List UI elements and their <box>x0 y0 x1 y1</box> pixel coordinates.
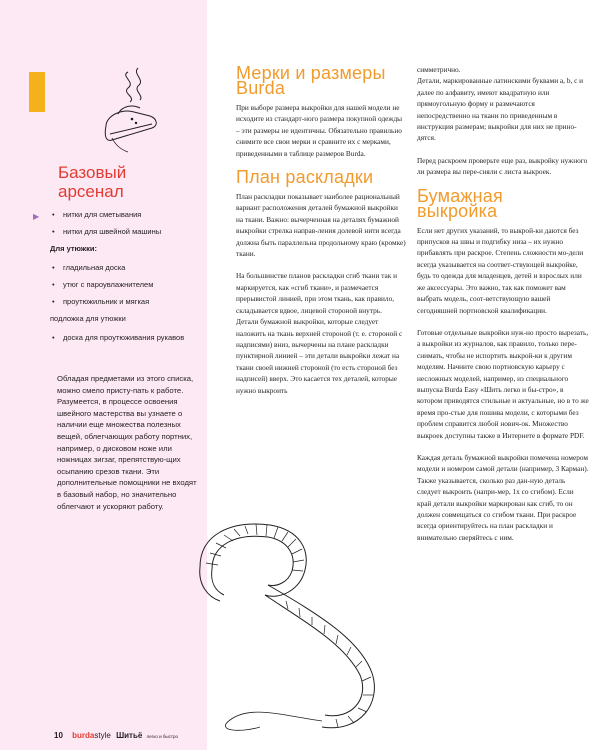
brand-style: style <box>94 731 111 740</box>
supplies-list <box>50 209 200 349</box>
paragraph: Перед раскроем проверьте еще раз, выкройку нужного ли размера вы пере-сняли с листа выкроек. <box>417 155 588 177</box>
paragraph: Каждая деталь бумажной выкройки помечена номером модели и номером самой детали (например, 3 Карман). Также указывается, сколько раз дан-ную деталь следует выкроить (напри-мер, 1x со сгибом). Если край детали выкройки маркирован как сгиб, то он должен совмещаться со сгибом ткани. При раскрое всегда ориентируйтесь на план раскладки и внимательно сверяйтесь с ним. <box>417 452 589 542</box>
list-item: • нитки для сметывания <box>52 210 142 219</box>
intro-paragraph: Обладая предметами из этого списка, можно смело присту-пать к работе. Разумеется, в процессе освоения швейного мастерства вы узнаете о наличии еще множества полезных вещей, облегчающих работу портних, например, о дисковом ноже или ножницах зигзаг, препятствую-щих осыпанию срезов ткани. Эти дополнительные помощники не входят в базовый набор, но значительно облегчают и ускоряют работу. <box>57 374 197 511</box>
heading-measurements: Мерки и размеры Burda <box>236 63 386 98</box>
paragraph: План раскладки показывает наиболее рациональный вариант расположения деталей бумажной выкройки на ткани. Важно: вычерченная на деталях бумажной выкройки стрелка направ-ления долевой нити всегда должна быть параллельна продольному краю (кромке) ткани. <box>236 192 406 259</box>
bullet-icon: • <box>52 210 55 219</box>
list-item: • нитки для швейной машины <box>52 227 162 236</box>
list-item: • проутюжильник и мягкая <box>52 297 150 306</box>
section-heading-basic-kit: Базовый арсенал <box>58 163 127 201</box>
list-item: • утюг с пароувлажнителем <box>52 280 154 289</box>
bullet-icon: • <box>52 333 55 342</box>
ironing-subheading: Для утюжки: <box>50 244 97 253</box>
brand-burda: burda <box>72 731 95 740</box>
iron-icon <box>92 66 162 154</box>
list-item: • гладильная доска <box>52 263 126 272</box>
paragraph: Если нет других указаний, то выкрой-ки даются без припусков на швы и подгибку низа – их нужно прибавлять при раскрое. Степень сложности мо-дели всегда указывается на соответ-ствующей выкройке, будь то одежда для младенцев, детей и взрослых или же аксессуары. Это важно, так как поможет вам выбрать модель, соот-ветствующую вашей сегодняшней портновской квалификации. <box>417 225 584 315</box>
bullet-icon: • <box>52 227 55 236</box>
page-number: 10 <box>54 731 63 740</box>
paragraph: На большинстве планов раскладки сгиб ткани так и маркируется, как «сгиб ткани», и размечается прерывистой линией, при этом ткань, как правило, складывается вдвое, лицевой стороной внутрь. Детали бумажной выкройки, которые следует наложить на ткань верхней стороной (т. е. стороной с надписями) вниз, вычерчены на плане раскладки пунктирной линией – эти детали выкройки лежат на ткани своей нижней стороной (то есть стороной без надписей) вверх. Это касается тех деталей, которые нужно выкроить <box>236 271 403 395</box>
triangle-marker-icon: ▶ <box>33 212 40 221</box>
list-item: • доска для проутюживания рукавов <box>52 333 185 342</box>
article-column-middle <box>236 63 406 407</box>
section-tab <box>29 72 45 112</box>
article-column-right <box>417 64 589 554</box>
measuring-tape-illustration <box>160 505 415 735</box>
paragraph: симметрично. <box>417 65 461 74</box>
brand-tagline: легко и быстро <box>146 734 178 739</box>
bullet-icon: • <box>52 263 55 272</box>
paragraph: Детали, маркированные латинскими буквами а, b, c и далее по алфавиту, имеют квадратную или прямоугольную форму и размечаются непосредственно на ткани по приведенным в инструкция размерам; выкройки для них не прино-дятся. <box>417 76 584 143</box>
paragraph: При выборе размера выкройки для нашей модели не исходите из стандарт-ного размера покупной одежды – эти размеры не идентичны. Обязательно правильно снимите все свои мерки и сравните их с мерками, приведенными в таблице размеров Burda. <box>236 103 403 158</box>
list-item-continuation: подложка для утюжки <box>50 314 126 323</box>
bullet-icon: • <box>52 280 55 289</box>
brand-shite: Шитьё <box>116 731 143 740</box>
heading-paper-pattern: Бумажная выкройка <box>417 185 503 221</box>
heading-layout-plan: План раскладки <box>236 167 374 188</box>
bullet-icon: • <box>52 297 55 306</box>
page-footer <box>54 731 178 740</box>
paragraph: Готовые отдельные выкройки нуж-но просто вырезать, а выкройки из журналов, как правило, только пере-снимать, чтобы не испортить выкрой-ки к другим моделям. Начните свою портновскую карьеру с несложных моделей, например, из специального выпуска Burda Easy «Шить легко и бы-стро», в котором приводятся стильные и актуальные, но в то же время про-стые для пошива модели, с которыми без проблем справится любой нович-ок. Множество выкроек доступны также в Интернете в формате PDF. <box>417 327 589 440</box>
